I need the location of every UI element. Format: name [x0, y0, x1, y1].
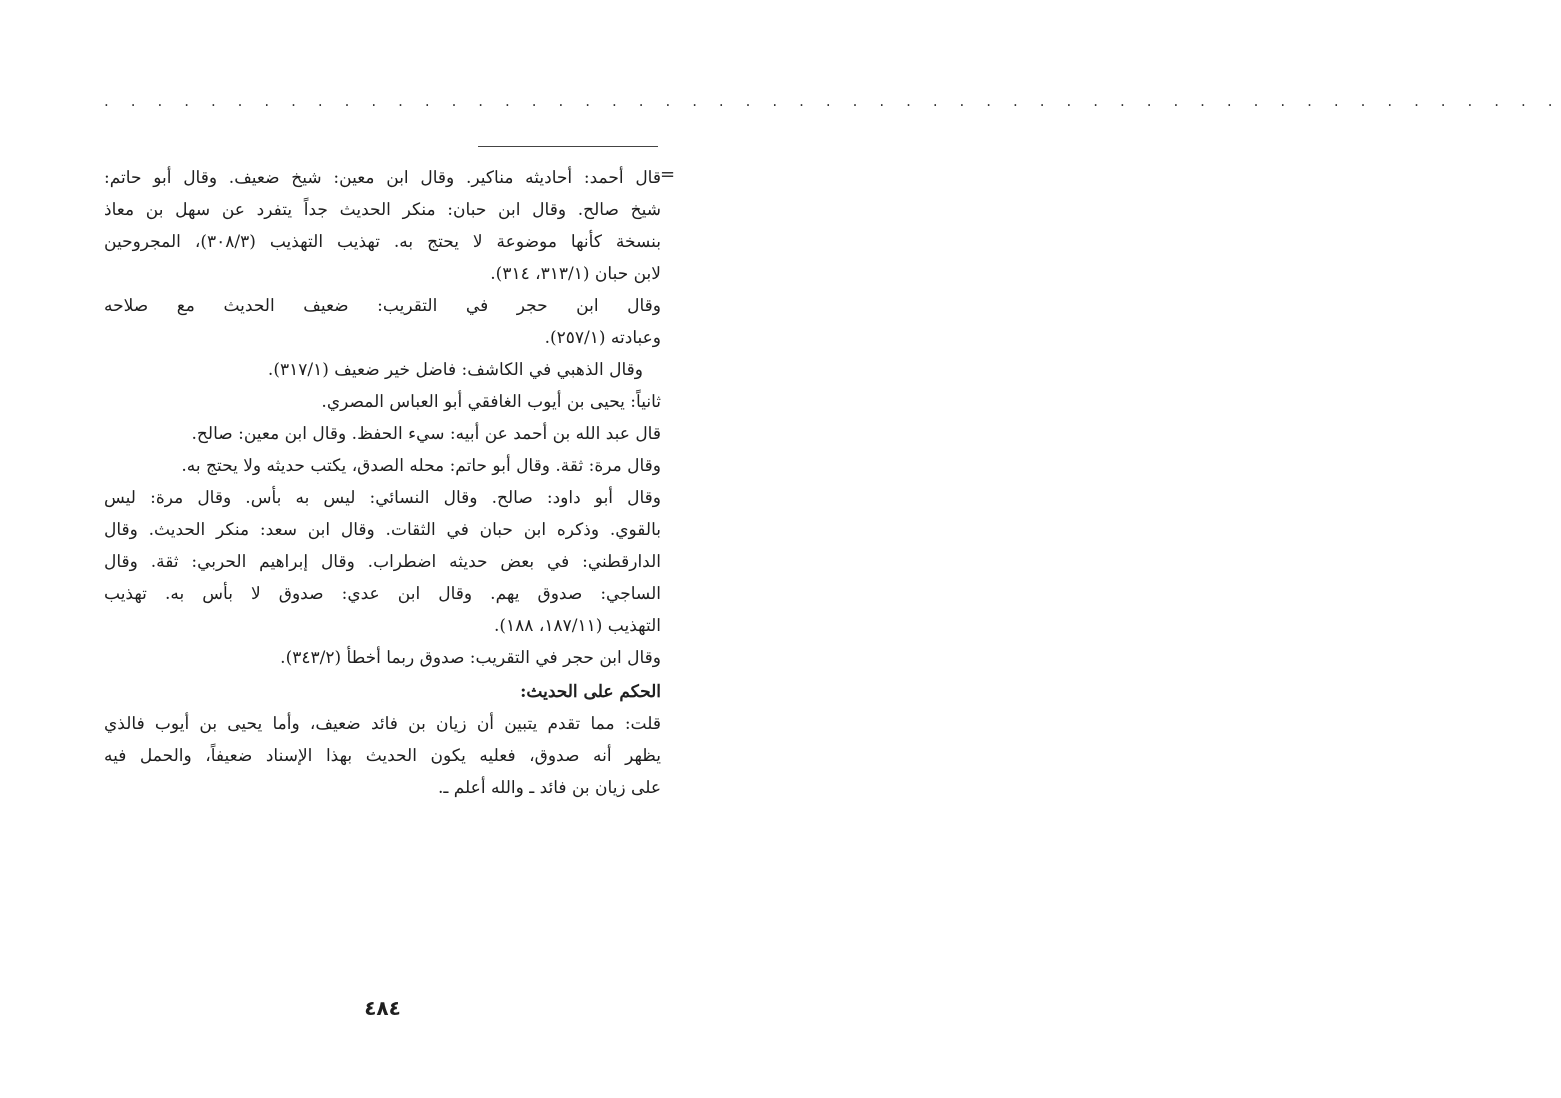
text-line: وقال ابن حجر في التقريب: صدوق ربما أخطأ (٣٤٣/٢).: [280, 648, 661, 668]
header-dotted-rule: . . . . . . . . . . . . . . . . . . . . . . . . . . . . . . . . . . . . . . . . . . . . . . . . . . . . . . .: [104, 92, 1561, 110]
text-line: لابن حبان (٣١٣/١، ٣١٤).: [490, 264, 661, 284]
text-line: قلت: مما تقدم يتبين أن زيان بن فائد ضعيف، وأما يحيى بن أيوب فالذي: [104, 714, 661, 734]
text-line: الساجي: صدوق يهم. وقال ابن عدي: صدوق لا بأس به. تهذيب: [104, 584, 661, 604]
text-line: بالقوي. وذكره ابن حبان في الثقات. وقال ابن سعد: منكر الحديث. وقال: [104, 520, 661, 540]
text-line: ثانياً: يحيى بن أيوب الغافقي أبو العباس المصري.: [321, 392, 661, 412]
page-number: ٤٨٤: [364, 996, 401, 1020]
main-text: [104, 162, 661, 804]
text-line: بنسخة كأنها موضوعة لا يحتج به. تهذيب التهذيب (٣٠٨/٣)، المجروحين: [104, 232, 661, 252]
text-line: على زيان بن فائد ـ والله أعلم ـ.: [437, 778, 661, 798]
text-line: قال أحمد: أحاديثه مناكير. وقال ابن معين: شيخ ضعيف. وقال أبو حاتم:: [104, 168, 661, 188]
text-line: التهذيب (١٨٧/١١، ١٨٨).: [494, 616, 661, 636]
text-line: وعبادته (٢٥٧/١).: [544, 328, 661, 348]
text-line: وقال الذهبي في الكاشف: فاضل خير ضعيف (٣١٧/١).: [267, 360, 643, 380]
footnote-separator: [478, 146, 658, 147]
text-line: وقال ابن حجر في التقريب: ضعيف الحديث مع صلاحه: [104, 296, 661, 316]
continuation-mark: =: [660, 164, 676, 185]
text-line: الدارقطني: في بعض حديثه اضطراب. وقال إبراهيم الحربي: ثقة. وقال: [104, 552, 661, 572]
text-line: وقال مرة: ثقة. وقال أبو حاتم: محله الصدق، يكتب حديثه ولا يحتج به.: [181, 456, 661, 476]
text-line: قال عبد الله بن أحمد عن أبيه: سيء الحفظ. وقال ابن معين: صالح.: [191, 424, 661, 444]
text-line: شيخ صالح. وقال ابن حبان: منكر الحديث جداً يتفرد عن سهل بن معاذ: [104, 200, 661, 220]
text-line: يظهر أنه صدوق، فعليه يكون الحديث بهذا الإسناد ضعيفاً، والحمل فيه: [104, 746, 661, 766]
section-heading: الحكم على الحديث:: [520, 682, 661, 702]
text-line: وقال أبو داود: صالح. وقال النسائي: ليس به بأس. وقال مرة: ليس: [104, 488, 661, 508]
